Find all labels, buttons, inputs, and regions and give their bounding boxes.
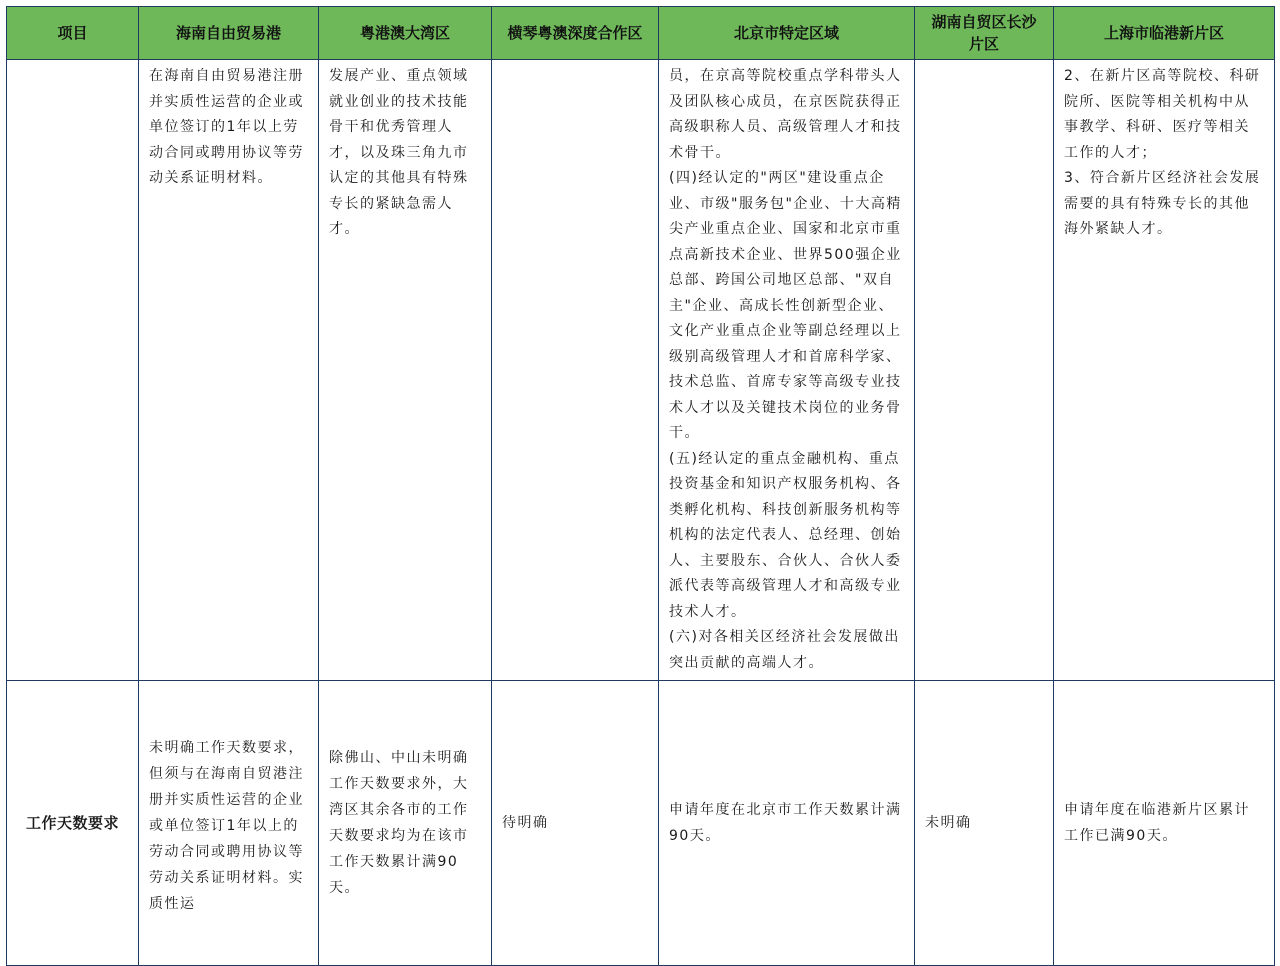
policy-comparison-table (6, 6, 1275, 966)
cell-changsha (915, 60, 1054, 681)
header-lingang: 上海市临港新片区 (1054, 7, 1275, 60)
table-row-work-days (7, 681, 1275, 966)
cell-hengqin (492, 60, 659, 681)
cell-item-work-days: 工作天数要求 (7, 681, 139, 966)
header-beijing: 北京市特定区域 (659, 7, 915, 60)
cell-greater-bay-area-work-days: 除佛山、中山未明确工作天数要求外，大湾区其余各市的工作天数要求均为在该市工作天数累计满90天。 (319, 681, 492, 966)
header-hainan: 海南自由贸易港 (139, 7, 319, 60)
header-greater-bay-area: 粤港澳大湾区 (319, 7, 492, 60)
header-hengqin: 横琴粤澳深度合作区 (492, 7, 659, 60)
cell-hengqin-work-days: 待明确 (492, 681, 659, 966)
cell-beijing-work-days: 申请年度在北京市工作天数累计满90天。 (659, 681, 915, 966)
cell-item (7, 60, 139, 681)
cell-beijing: 员，在京高等院校重点学科带头人及团队核心成员，在京医院获得正高级职称人员、高级管理人才和技术骨干。 (四)经认定的"两区"建设重点企业、市级"服务包"企业、十大高精尖产业重点企业、国家和北京市重点高新技术企业、世界500强企业总部、跨国公司地区总部、"双自主"企业、高成长性创新型企业、文化产业重点企业等副总经理以上级别高级管理人才和首席科学家、技术总监、首席专家等高级专业技术人才以及关键技术岗位的业务骨干。 (五)经认定的重点金融机构、重点投资基金和知识产权服务机构、各类孵化机构、科技创新服务机构等机构的法定代表人、总经理、创始人、主要股东、合伙人、合伙人委派代表等高级管理人才和高级专业技术人才。 (六)对各相关区经济社会发展做出突出贡献的高端人才。 (659, 60, 915, 681)
header-changsha: 湖南自贸区长沙 片区 (915, 7, 1054, 60)
cell-lingang: 2、在新片区高等院校、科研院所、医院等相关机构中从事教学、科研、医疗等相关工作的人才； 3、符合新片区经济社会发展需要的具有特殊专长的其他海外紧缺人才。 (1054, 60, 1275, 681)
cell-hainan-work-days (139, 681, 319, 966)
header-row (7, 7, 1275, 60)
cell-changsha-work-days: 未明确 (915, 681, 1054, 966)
table-row-eligible-talent-continued (7, 60, 1275, 681)
header-item: 项目 (7, 7, 139, 60)
cell-hainan-work-days-text: 未明确工作天数要求，但须与在海南自贸港注册并实质性运营的企业或单位签订1年以上的劳动合同或聘用协议等劳动关系证明材料。实质性运 (149, 740, 304, 911)
cell-lingang-work-days: 申请年度在临港新片区累计工作已满90天。 (1054, 681, 1275, 966)
cell-greater-bay-area: 发展产业、重点领域就业创业的技术技能骨干和优秀管理人才，以及珠三角九市认定的其他具有特殊专长的紧缺急需人才。 (319, 60, 492, 681)
cell-hainan: 在海南自由贸易港注册并实质性运营的企业或单位签订的1年以上劳动合同或聘用协议等劳动关系证明材料。 (139, 60, 319, 681)
